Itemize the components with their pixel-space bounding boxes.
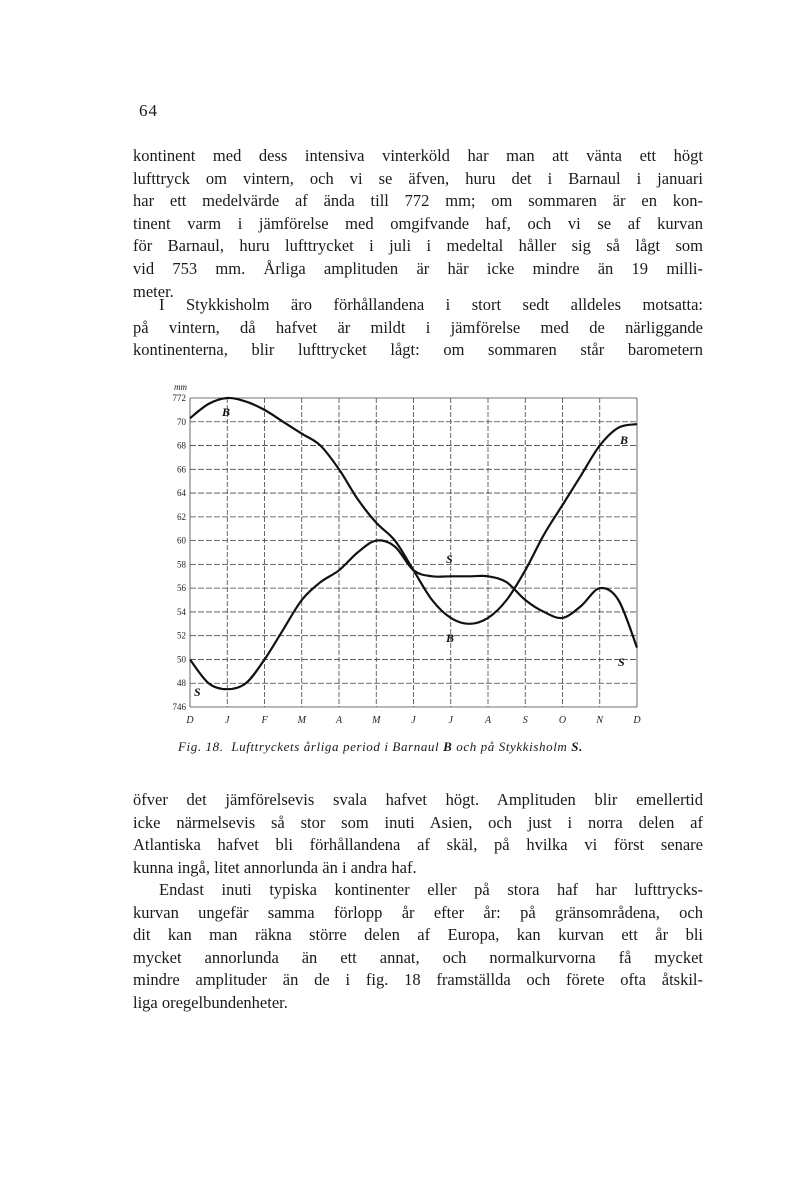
text-line: Atlantiska hafvet bli förhållandena af skäl, på hvilka vi först senare xyxy=(133,835,703,855)
x-tick-label: M xyxy=(372,715,381,726)
y-tick-label: 60 xyxy=(177,535,186,546)
text-line: dit kan man räkna större delen af Europa, kan kurvan ett år bli xyxy=(133,925,703,945)
caption-mid: och på Stykkisholm xyxy=(456,739,568,754)
text-line: för Barnaul, huru lufttrycket i juli i medeltal håller sig så lågt som xyxy=(133,236,703,256)
y-tick-label: 48 xyxy=(177,678,186,689)
text-line: kurvan ungefär samma förlopp år efter år: på gränsområdena, och xyxy=(133,902,703,922)
pressure-chart xyxy=(150,360,660,750)
x-tick-label: O xyxy=(558,715,567,726)
x-tick-label: M xyxy=(297,715,306,726)
curve-label-s-middle: S xyxy=(446,552,453,566)
curve-label-s-end: S xyxy=(618,655,625,669)
x-tick-label: A xyxy=(335,715,343,726)
text-line: mindre amplituder än de i fig. 18 framställda och förete ofta åtskil- xyxy=(133,970,703,990)
y-tick-label: 70 xyxy=(177,416,186,427)
x-tick-label: D xyxy=(186,715,194,726)
y-tick-label: 50 xyxy=(177,654,186,665)
text-line: icke närmelsevis så stor som inuti Asien, och just i norra delen af xyxy=(133,812,703,832)
paragraph-2 xyxy=(133,294,703,362)
paragraph-4 xyxy=(133,879,703,1015)
y-tick-label: 58 xyxy=(177,559,186,570)
curve-label-s-start: S xyxy=(194,685,201,699)
y-tick-label: 56 xyxy=(177,583,186,594)
x-tick-label: J xyxy=(411,715,416,726)
y-tick-label: 68 xyxy=(177,440,186,451)
x-tick-label: J xyxy=(225,715,230,726)
paragraph-1 xyxy=(133,145,703,303)
x-tick-label: S xyxy=(522,715,528,726)
x-tick-label: F xyxy=(261,715,268,726)
x-tick-label: D xyxy=(633,715,641,726)
y-tick-label: 62 xyxy=(177,511,186,522)
y-tick-label: 52 xyxy=(177,630,186,641)
figure-18 xyxy=(150,360,660,760)
y-tick-label: 66 xyxy=(177,464,186,475)
text-line: kunna ingå, litet annorlunda än i andra haf. xyxy=(133,857,417,877)
text-line: öfver det jämförelsevis svala hafvet högt. Amplituden blir emellertid xyxy=(133,790,703,809)
y-unit-label: mm xyxy=(174,382,187,392)
y-tick-label: 64 xyxy=(177,488,186,499)
figure-caption xyxy=(178,739,698,755)
text-line: liga oregelbundenheter. xyxy=(133,992,288,1012)
text-line: mycket annorlunda än ett annat, och normalkurvorna få mycket xyxy=(133,947,703,967)
curve-label-b-end: B xyxy=(620,433,629,447)
y-tick-label: 746 xyxy=(172,702,186,712)
curve-label-b-middle: B xyxy=(446,631,455,645)
text-line: kontinent med dess intensiva vinterköld har man att vänta ett högt xyxy=(133,146,703,165)
text-line: tinent varm i jämförelse med omgifvande haf, och vi se af kurvan xyxy=(133,213,703,233)
text-line: meter. xyxy=(133,281,174,301)
curve-label-b-start: B xyxy=(222,405,231,419)
paragraph-3 xyxy=(133,789,703,879)
caption-b: B xyxy=(443,739,453,754)
page-number: 64 xyxy=(139,101,158,120)
x-tick-label: A xyxy=(484,715,492,726)
y-tick-label: 54 xyxy=(177,606,186,617)
y-tick-label: 772 xyxy=(172,393,186,403)
text-line: har ett medelvärde af ända till 772 mm; om sommaren är en kon- xyxy=(133,191,703,211)
text-line: I Stykkisholm äro förhållandena i stort sedt alldeles motsatta: xyxy=(159,295,703,314)
text-line: lufttryck om vintern, och vi se äfven, huru det i Barnaul i januari xyxy=(133,168,703,188)
text-line: Endast inuti typiska kontinenter eller på stora haf har lufttrycks- xyxy=(159,880,703,899)
caption-prefix: Fig. 18. xyxy=(178,739,224,754)
x-tick-label: N xyxy=(596,715,604,726)
caption-s: S. xyxy=(571,739,583,754)
text-line: på vintern, då hafvet är mildt i jämförelse med de närliggande xyxy=(133,317,703,337)
text-line: vid 753 mm. Årliga amplituden är här icke mindre än 19 milli- xyxy=(133,258,703,278)
x-tick-label: J xyxy=(448,715,453,726)
text-line: kontinenterna, blir lufttrycket lågt: om sommaren står barometern xyxy=(133,340,703,360)
caption-text: Lufttryckets årliga period i Barnaul xyxy=(231,739,440,754)
